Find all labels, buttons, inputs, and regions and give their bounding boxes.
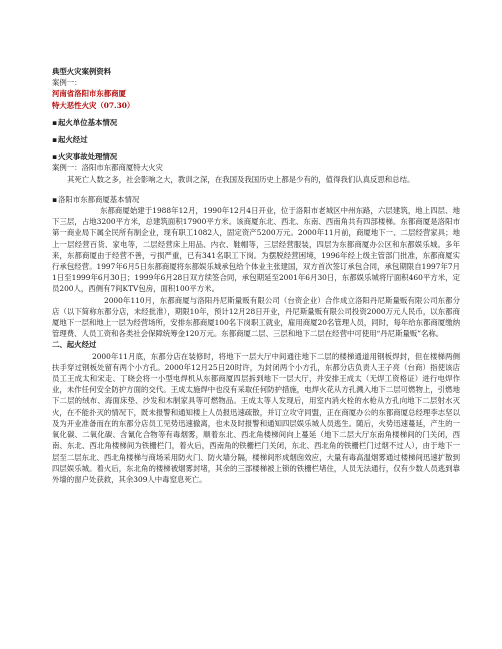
intro-line: 案例一：洛阳市东都商厦特大火灾 <box>52 163 163 173</box>
fire-process-paragraph: 2000年11月底，东都分店在装修时，将地下一层大厅中间通往地下二层的楼梯通道用钢板焊封，但在楼梯两侧扶手穿过钢板处留有两个小方孔。2000年12月25日20时许，为封闭两个小方孔，东都分店负责人王子亮（台商）指使该店员工王成太和宋走、丁晓会将一小型电焊机从东都商厦四层拆到地下一层大厅，并安排王成太（无焊工资格证）进行电焊作业，未作任何安全防护方面的交代。王成太施焊中也没有采取任何防护措施，电焊火花从方孔溅入地下二层可燃物上，引燃地下二层的绒布、海面床垫、沙发和木制家具等可燃物品。王成太等人发现后，用室内消火栓的水枪从方孔向地下二层射水灭火，在不能扑灭的情况下，既未报警和通知楼上人员报迅速疏散，并订立攻守同盟，正在商厦办公的东都商厦总经理李志坚以及为开业准备而在的东都分店员工见势迅速撤离，也未及时报警和通知四层娱乐城人员逃生。随后，火势迅速蔓延，产生的一氧化碳、二氧化碳、含氰化合物等有毒烟雾，顺着东北、西北角楼梯间向上蔓延（地下二层大厅东南角楼梯间的门关闭，西南、东北、西北角楼梯间为铁栅栏门，着火后，西南角的铁栅栏门关闭，东北、西北角的铁栅栏门过烟不过人），由于地下一层至二层东北、西北角楼梯与商场采用防火门、防火墙分隔，楼梯间形成烟囱效应，大量有毒高温烟雾通过楼梯间迅速扩散到四层娱乐城。着火后，东北角的楼梯被烟雾封堵，其余的三部楼梯被上锁的铁栅栏堵住，人员无法通行，仅有少数人员逃到靠外墙的窗户处获救，其余309人中毒窒息死亡。 <box>52 351 460 484</box>
section-basic-info-heading: ▪ 起火单位基本情况 <box>52 117 460 128</box>
document-page <box>52 66 460 485</box>
case-title: 河南省洛阳市东都商厦 <box>52 89 126 99</box>
basic-info-heading: ▪ 洛阳市东都商厦基本情况 <box>52 194 460 205</box>
section-two-heading: 二、起火经过 <box>52 340 97 350</box>
case-number: 案例一： <box>52 78 82 88</box>
section-fire-process-heading: ▪ 起火经过 <box>52 134 460 145</box>
case-subtitle: 特大恶性火灾（07.30） <box>52 100 135 110</box>
section-handling-heading: ▪ 火灾事故处理情况 <box>52 151 460 162</box>
intro-paragraph: 其死亡人数之多，社会影响之大，教训之深，在我国及我国历史上都是少有的，值得我们认真反思和总结。 <box>67 174 415 184</box>
document-title: 典型火灾案例资料 <box>52 67 112 76</box>
cooperation-paragraph: 2000年110月，东都商厦与洛阳丹尼斯量贩有限公司（台资企业）合作成立洛阳丹尼斯量贩有限公司东都分店（以下简称东都分店，未经批准），期限10年，预计12月28日开业，丹尼斯量贩有限公司投资2000万元人民币，以东都商厦地下一层和地上一层为经营场所，安排东都商厦100名下岗职工就业，雇用商厦20名管理人员，同时，每年给东都商厦缴纳管理费、人员工资和各类社会保障统筹金120万元。东都商厦二层、三层和地下二层在经营中可使用“丹尼斯量贩”名称。 <box>52 295 460 339</box>
basic-info-paragraph: 东都商厦始建于1988年12月，1990年12月4日开业，位于洛阳市老城区中州东路，六层建筑，地上四层、地下三层，占地3200平方米，总建筑面积17900平方米。该商厦东北、西北、东南、西南角共有四部楼梯。东都商厦是洛阳市第一商业局下属全民所有制企业，现有职工1082人，固定资产5200万元。2000年11月前，商厦地下一、二层经营家具；地上一层经营百货、家电等，二层经营床上用品、内衣、鞋帽等，三层经营服装，四层为东都商厦办公区和东都娱乐城。多年来，东都商厦由于经营不善，亏损严重，已有341名职工下岗。为摆脱经营困境，1996年经上级主管部门批准，东都商厦实行承包经营。1997年6月5日东都商厦将东都娱乐城承包给个体业主张建国，双方首次签订承包合同，承包期限自1997年7月1日至1999年6月30日；1999年6月28日双方续签合同，承包期延至2001年6月30日，东都娱乐城将厅面积460平方米，定员200人，西侧有7间KTV包房，面积100平方米。 <box>52 206 460 294</box>
